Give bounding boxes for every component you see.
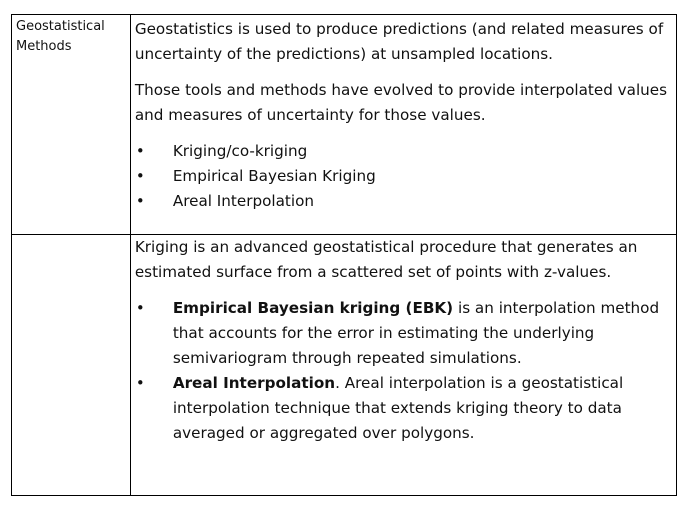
bullet-icon: • — [135, 192, 145, 210]
document-table — [11, 14, 677, 496]
list-item-text: is an interpolation method that accounts for the error in estimating the underlying semivariogram through repeated simulations. — [172, 299, 660, 367]
bullet-icon: • — [135, 374, 145, 392]
paragraph: Those tools and methods have evolved to provide interpolated values and measures of uncertainty for those values. — [134, 81, 668, 124]
paragraph: Geostatistics is used to produce predictions (and related measures of uncertainty of the predictions) at unsampled locations. — [134, 20, 664, 63]
list-item-text: Empirical Bayesian Kriging — [172, 167, 376, 185]
bullet-list — [135, 296, 672, 446]
term-ebk: Empirical Bayesian kriging (EBK) — [172, 299, 454, 317]
list-item — [135, 371, 672, 446]
row-label-cell — [12, 15, 131, 235]
list-item-text: . Areal interpolation is a geostatistical interpolation technique that extends kriging theory to data averaged or aggregated over polygons. — [172, 374, 624, 442]
bullet-icon: • — [135, 299, 145, 317]
list-item-text: Areal Interpolation — [172, 192, 315, 210]
list-item — [135, 189, 672, 214]
paragraph: Kriging is an advanced geostatistical procedure that generates an estimated surface from a scattered set of points with z-values. — [134, 238, 638, 281]
bullet-list — [135, 139, 672, 214]
content-cell — [130, 15, 676, 235]
term-areal-interpolation: Areal Interpolation — [172, 374, 336, 392]
list-item — [135, 139, 672, 164]
row-label-cell — [12, 235, 131, 496]
list-item-text: Kriging/co-kriging — [172, 142, 308, 160]
list-item — [135, 164, 672, 189]
table-row — [12, 235, 677, 496]
bullet-icon: • — [135, 142, 145, 160]
bullet-icon: • — [135, 167, 145, 185]
list-item — [135, 296, 672, 371]
row-label: Geostatistical Methods — [16, 19, 105, 54]
content-cell — [130, 235, 676, 496]
table-row — [12, 15, 677, 235]
